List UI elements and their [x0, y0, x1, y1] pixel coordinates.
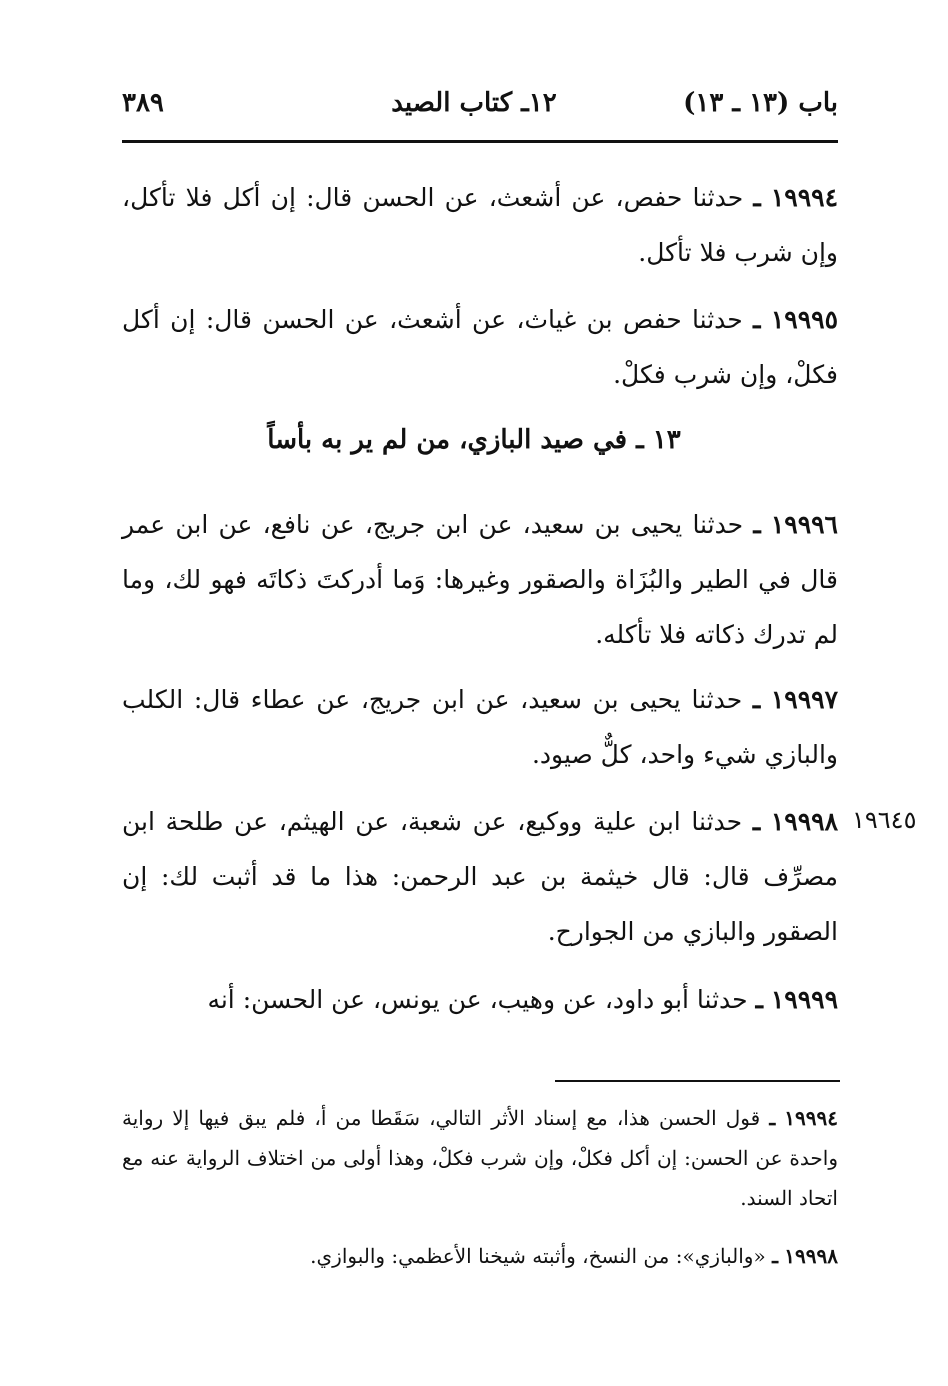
- header-divider: [122, 140, 838, 143]
- entry-paragraph: [122, 672, 838, 782]
- entry-number: ١٩٩٩٥: [770, 305, 839, 334]
- entry-text: حدثنا حفص، عن أشعث، عن الحسن قال: إن أكل فلا تأكل، وإن شرب فلا تأكل.: [122, 183, 838, 267]
- entry-separator: ـ: [753, 183, 761, 212]
- entry-number: ١٩٩٩٩: [770, 985, 838, 1014]
- entry-text: حدثنا أبو داود، عن وهيب، عن يونس، عن الحسن: أنه: [207, 985, 748, 1014]
- footnote-text: «والبازي»: من النسخ، وأثبته شيخنا الأعظمي: والبوازي.: [310, 1244, 766, 1268]
- footnote-19994: [122, 1098, 838, 1218]
- entry-number: ١٩٩٩٧: [770, 685, 838, 714]
- footnote-divider: [555, 1080, 840, 1082]
- entry-separator: ـ: [755, 985, 763, 1014]
- footnote-19998: [122, 1236, 838, 1276]
- entry-separator: ـ: [752, 807, 761, 836]
- footnote-paragraph: [122, 1236, 838, 1276]
- entry-number: ١٩٩٩٨: [770, 807, 838, 836]
- entry-text: حدثنا يحيى بن سعيد، عن ابن جريج، عن عطاء قال: الكلب والبازي شيء واحد، كلٌّ صيود.: [122, 685, 838, 769]
- page-number: ٣٨٩: [122, 88, 164, 118]
- margin-reference-number: ١٩٦٤٥: [852, 806, 917, 834]
- entry-paragraph: [122, 794, 838, 959]
- footnote-paragraph: [122, 1098, 838, 1218]
- entry-paragraph: [122, 292, 838, 402]
- chapter-reference: باب (١٣ ـ ١٣): [683, 88, 838, 118]
- entry-separator: ـ: [752, 685, 761, 714]
- footnote-number: ١٩٩٩٤: [784, 1106, 839, 1130]
- entry-19994: [122, 170, 838, 280]
- entry-paragraph: [122, 972, 838, 1027]
- entry-text: حدثنا حفص بن غياث، عن أشعث، عن الحسن قال: إن أكل فكلْ، وإن شرب فكلْ.: [122, 305, 838, 389]
- entry-separator: ـ: [753, 305, 761, 334]
- entry-19998: [122, 794, 838, 959]
- entry-19999: [122, 972, 838, 1027]
- entry-text: حدثنا يحيى بن سعيد، عن ابن جريج، عن نافع، عن ابن عمر قال في الطير والبُزَاة والصقور وغيرها: وَما أدركتَ ذكاتَه فهو لك، وما لم تدرك ذكاته فلا تأكله.: [122, 510, 838, 649]
- entry-separator: ـ: [753, 510, 761, 539]
- entry-19996: [122, 497, 838, 662]
- entry-text: حدثنا ابن علية ووكيع، عن شعبة، عن الهيثم، عن طلحة ابن مصرِّف قال: قال خيثمة بن عبد الرحمن: هذا ما قد أثبت لك: إن الصقور والبازي من الجوارح.: [122, 807, 838, 946]
- section-heading: ١٣ ـ في صيد البازي، من لم ير به بأساً: [267, 425, 681, 455]
- footnote-separator: ـ: [769, 1106, 776, 1130]
- entry-19995: [122, 292, 838, 402]
- entry-paragraph: [122, 170, 838, 280]
- entry-19997: [122, 672, 838, 782]
- entry-paragraph: [122, 497, 838, 662]
- entry-number: ١٩٩٩٦: [770, 510, 838, 539]
- footnote-number: ١٩٩٩٨: [784, 1244, 838, 1268]
- book-title: ١٢ـ كتاب الصيد: [391, 88, 557, 118]
- footnote-text: قول الحسن هذا، مع إسناد الأثر التالي، سَقَطا من أ، فلم يبق فيها إلا رواية واحدة عن الحسن: إن أكل فكلْ، وإن شرب فكلْ، وهذا أولى من اختلاف الرواية عنه مع اتحاد السند.: [122, 1106, 838, 1210]
- footnote-separator: ـ: [772, 1244, 778, 1268]
- entry-number: ١٩٩٩٤: [770, 183, 838, 212]
